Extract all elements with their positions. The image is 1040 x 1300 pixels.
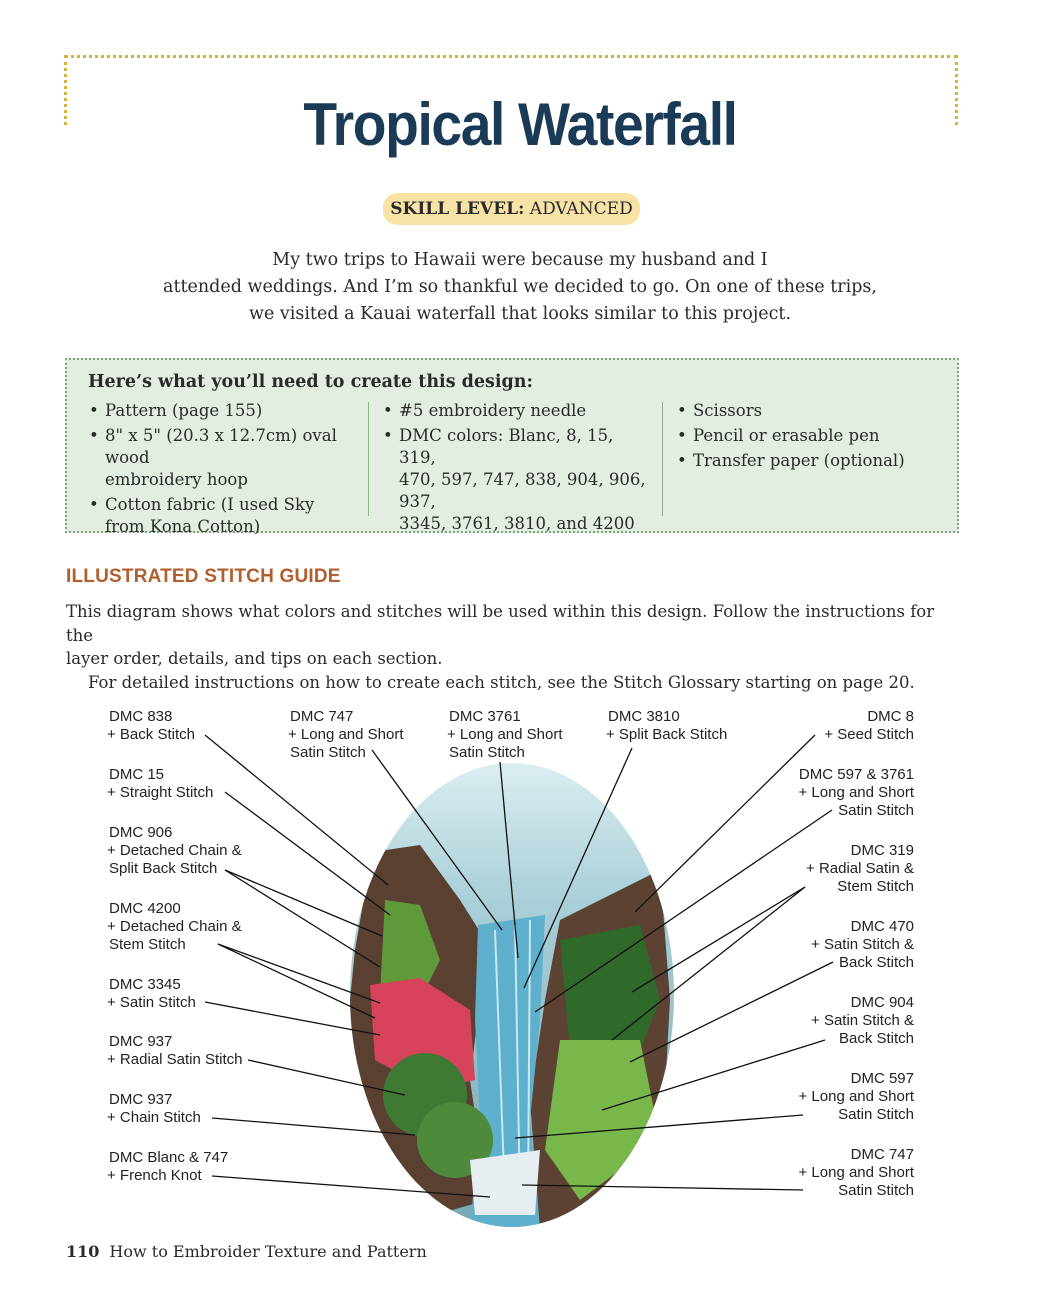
label-line: Back Stitch xyxy=(838,1030,914,1047)
label-line: + Long and Short xyxy=(288,726,404,743)
label-line: + Straight Stitch xyxy=(107,784,214,801)
leader-line xyxy=(225,792,390,915)
label-line: DMC 937 xyxy=(109,1033,173,1050)
label-line: + Chain Stitch xyxy=(107,1109,201,1126)
label-line: DMC 470 xyxy=(850,918,914,935)
label-line: DMC 747 xyxy=(850,1146,914,1163)
label-line: Back Stitch xyxy=(838,954,914,971)
label-line: DMC 15 xyxy=(109,766,165,783)
label-line: + Radial Satin & xyxy=(806,860,914,877)
leader-line xyxy=(225,870,382,936)
label-line: + Split Back Stitch xyxy=(606,726,728,743)
right-labels xyxy=(798,708,914,1199)
intro-line: attended weddings. And I’m so thankful we decided to go. On one of these trips, xyxy=(163,277,877,297)
label-line: DMC 937 xyxy=(109,1091,173,1108)
page-footer xyxy=(66,1242,427,1261)
label-line: + Long and Short xyxy=(798,1164,914,1181)
label-line: DMC Blanc & 747 xyxy=(109,1149,229,1166)
label-line: DMC 904 xyxy=(850,994,914,1011)
label-line: + Satin Stitch & xyxy=(811,1012,914,1029)
supply-item: • Pencil or erasable pen xyxy=(677,425,927,447)
label-line: DMC 747 xyxy=(290,708,354,725)
label-line: + Long and Short xyxy=(447,726,563,743)
label-line: + Detached Chain & xyxy=(107,918,242,935)
label-line: DMC 3345 xyxy=(109,976,181,993)
label-line: DMC 8 xyxy=(867,708,914,725)
label-line: Satin Stitch xyxy=(838,1182,914,1199)
label-line: Satin Stitch xyxy=(449,744,525,761)
label-line: DMC 4200 xyxy=(109,900,181,917)
skill-label: SKILL LEVEL: xyxy=(390,199,525,219)
leader-line xyxy=(225,870,380,967)
supply-item: • #5 embroidery needle xyxy=(383,400,653,422)
supply-item: • Scissors xyxy=(677,400,927,422)
label-line: DMC 838 xyxy=(109,708,173,725)
label-line: + Satin Stitch & xyxy=(811,936,914,953)
label-line: + Back Stitch xyxy=(107,726,195,743)
label-line: DMC 597 & 3761 xyxy=(798,766,914,783)
label-line: Stem Stitch xyxy=(837,878,914,895)
book-title: How to Embroider Texture and Pattern xyxy=(109,1242,427,1261)
skill-value: ADVANCED xyxy=(529,199,633,219)
label-line: DMC 319 xyxy=(850,842,914,859)
label-line: Stem Stitch xyxy=(109,936,186,953)
page-title: Tropical Waterfall xyxy=(303,91,737,158)
page-number: 110 xyxy=(66,1242,100,1261)
label-line: + Detached Chain & xyxy=(107,842,242,859)
supply-item: • Transfer paper (optional) xyxy=(677,450,927,472)
french-knots xyxy=(470,1150,540,1215)
leader-line xyxy=(635,735,815,912)
label-line: + Satin Stitch xyxy=(107,994,196,1011)
supply-item: • Cotton fabric (I used Sky from Kona Cotton) xyxy=(89,494,359,538)
label-line: Satin Stitch xyxy=(838,1106,914,1123)
supply-item: • Pattern (page 155) xyxy=(89,400,359,422)
intro-line: My two trips to Hawaii were because my husband and I xyxy=(272,250,768,270)
stitch-guide-heading: ILLUSTRATED STITCH GUIDE xyxy=(66,566,341,587)
label-line: + Radial Satin Stitch xyxy=(107,1051,243,1068)
label-line: + Long and Short xyxy=(798,1088,914,1105)
label-line: Satin Stitch xyxy=(290,744,366,761)
supply-item: • DMC colors: Blanc, 8, 15, 319, 470, 597, 747, 838, 904, 906, 937, 3345, 3761, 3810, and 4200 xyxy=(383,425,653,535)
label-line: + Long and Short xyxy=(798,784,914,801)
supply-item: • 8" x 5" (20.3 x 12.7cm) oval wood embroidery hoop xyxy=(89,425,359,491)
label-line: DMC 906 xyxy=(109,824,173,841)
label-line: + French Knot xyxy=(107,1167,202,1184)
label-line: DMC 3761 xyxy=(449,708,521,725)
label-line: DMC 597 xyxy=(850,1070,914,1087)
top-labels xyxy=(288,708,727,761)
label-line: Satin Stitch xyxy=(838,802,914,819)
intro-line: we visited a Kauai waterfall that looks similar to this project. xyxy=(248,304,792,324)
stitch-guide-text: This diagram shows what colors and stitches will be used within this design. Follow the instructions for the layer order, details, and tips on each section. For detailed instructions on how to create each stitch, see the Stitch Glossary starting on page 20. xyxy=(66,602,935,692)
label-line: Split Back Stitch xyxy=(109,860,218,877)
supplies-heading: Here’s what you’ll need to create this design: xyxy=(88,372,533,392)
palm-leaves xyxy=(560,925,660,1050)
label-line: + Seed Stitch xyxy=(824,726,914,743)
label-line: DMC 3810 xyxy=(608,708,680,725)
